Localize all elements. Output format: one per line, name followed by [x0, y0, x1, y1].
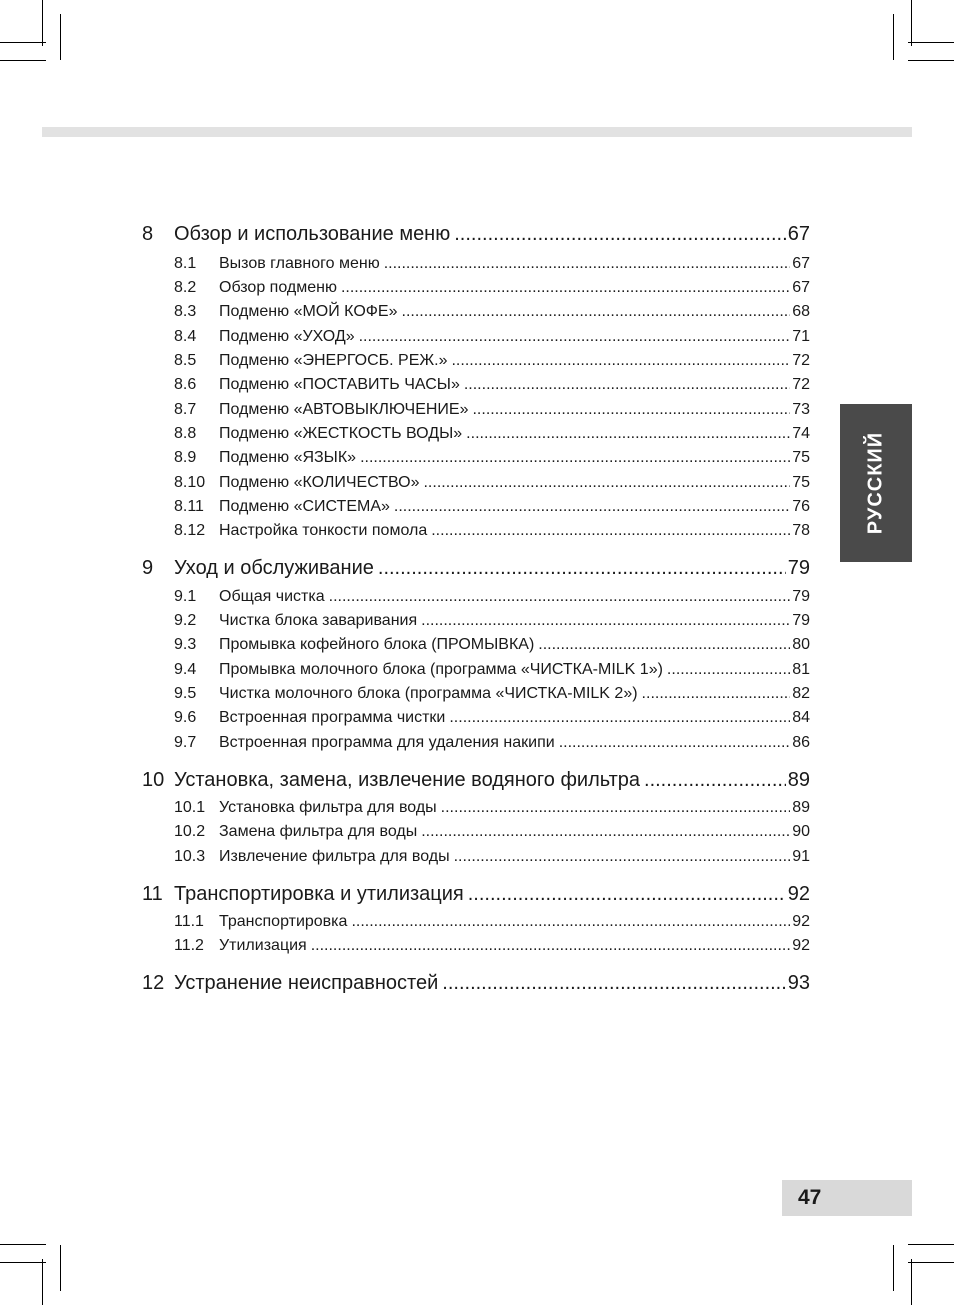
toc-subsection[interactable]: [142, 522, 810, 540]
toc-page-number: 72: [792, 352, 810, 369]
toc-subsection[interactable]: [142, 685, 810, 703]
toc-number: 9.4: [174, 661, 197, 678]
toc-page-number: 92: [792, 937, 810, 954]
toc-leader-dots: [384, 255, 791, 273]
page-number-box: [782, 1180, 912, 1216]
toc-page-number: 79: [787, 557, 810, 579]
toc-section[interactable]: [142, 883, 810, 906]
toc-subsection[interactable]: [142, 328, 810, 346]
toc-title: Подменю «ЯЗЫК»: [219, 449, 357, 466]
crop-mark: [908, 60, 954, 61]
toc-subsection[interactable]: [142, 913, 810, 931]
toc-page-number: 72: [792, 376, 810, 393]
toc-page-number: 82: [792, 685, 810, 702]
toc-leader-dots: [667, 661, 790, 679]
toc-title: Извлечение фильтра для воды: [219, 848, 450, 865]
toc-number: 8.9: [174, 449, 197, 466]
toc-title: Обзор и использование меню: [174, 223, 451, 245]
toc-leader-dots: [451, 352, 790, 370]
crop-mark: [911, 0, 912, 46]
toc-subsection[interactable]: [142, 352, 810, 370]
toc-leader-dots: [421, 612, 790, 630]
toc-title: Подменю «МОЙ КОФЕ»: [219, 303, 398, 320]
toc-number: 8.7: [174, 401, 197, 418]
toc-number: 8.8: [174, 425, 197, 442]
toc-number: 9.5: [174, 685, 197, 702]
toc-leader-dots: [402, 303, 791, 321]
toc-page-number: 67: [787, 223, 810, 245]
toc-subsection[interactable]: [142, 449, 810, 467]
toc-number: 10.1: [174, 799, 206, 816]
toc-title: Встроенная программа чистки: [219, 709, 446, 726]
crop-mark: [60, 14, 61, 60]
crop-mark: [0, 1262, 46, 1263]
toc-title: Подменю «УХОД»: [219, 328, 355, 345]
toc-section[interactable]: [142, 557, 810, 580]
toc-title: Настройка тонкости помола: [219, 522, 428, 539]
toc-title: Подменю «КОЛИЧЕСТВО»: [219, 474, 420, 491]
toc-leader-dots: [472, 401, 790, 419]
toc-section[interactable]: [142, 769, 810, 792]
toc-page-number: 68: [792, 303, 810, 320]
toc-subsection[interactable]: [142, 279, 810, 297]
toc-subsection[interactable]: [142, 823, 810, 841]
toc-subsection[interactable]: [142, 799, 810, 817]
language-tab-label: РУССКИЙ: [864, 431, 887, 535]
toc-leader-dots: [421, 823, 790, 841]
header-rule: [42, 127, 912, 137]
toc-page-number: 73: [792, 401, 810, 418]
toc-leader-dots: [454, 848, 791, 866]
toc-title: Транспортировка и утилизация: [174, 883, 464, 905]
toc-subsection[interactable]: [142, 734, 810, 752]
toc-leader-dots: [454, 223, 786, 246]
toc-leader-dots: [351, 913, 790, 931]
toc-leader-dots: [644, 769, 786, 792]
crop-mark: [893, 14, 894, 60]
toc-leader-dots: [442, 972, 785, 995]
toc-section[interactable]: [142, 223, 810, 246]
toc-title: Чистка блока заваривания: [219, 612, 418, 629]
toc-number: 8.4: [174, 328, 197, 345]
toc-number: 10.2: [174, 823, 206, 840]
crop-mark: [908, 42, 954, 43]
toc-leader-dots: [394, 498, 790, 516]
toc-title: Транспортировка: [219, 913, 348, 930]
toc-number: 9: [142, 557, 154, 579]
toc-page-number: 81: [792, 661, 810, 678]
toc-title: Обзор подменю: [219, 279, 337, 296]
toc-title: Подменю «СИСТЕМА»: [219, 498, 390, 515]
toc-page-number: 75: [792, 449, 810, 466]
toc-subsection[interactable]: [142, 661, 810, 679]
toc-number: 11.1: [174, 913, 204, 930]
toc-number: 9.6: [174, 709, 197, 726]
crop-mark: [0, 42, 46, 43]
toc-page-number: 86: [792, 734, 810, 751]
toc-number: 8.6: [174, 376, 197, 393]
toc-title: Встроенная программа для удаления накипи: [219, 734, 555, 751]
crop-mark: [893, 1245, 894, 1291]
crop-mark: [908, 1262, 954, 1263]
toc-title: Подменю «АВТОВЫКЛЮЧЕНИЕ»: [219, 401, 469, 418]
toc-leader-dots: [329, 588, 791, 606]
toc-number: 8: [142, 223, 154, 245]
crop-mark: [0, 60, 46, 61]
toc-number: 8.11: [174, 498, 204, 515]
toc-title: Подменю «ПОСТАВИТЬ ЧАСЫ»: [219, 376, 460, 393]
toc-subsection[interactable]: [142, 848, 810, 866]
toc-page-number: 93: [787, 972, 810, 994]
toc-title: Чистка молочного блока (программа «ЧИСТКА-MILK 2»): [219, 685, 638, 702]
toc-title: Установка фильтра для воды: [219, 799, 437, 816]
toc-page-number: 67: [792, 279, 810, 296]
toc-leader-dots: [423, 474, 790, 492]
toc-page-number: 74: [792, 425, 810, 442]
page-number: 47: [798, 1186, 822, 1209]
toc-title: Вызов главного меню: [219, 255, 380, 272]
toc-page-number: 79: [792, 588, 810, 605]
toc-section[interactable]: [142, 972, 810, 995]
toc-number: 11.2: [174, 937, 204, 954]
toc-page-number: 92: [792, 913, 810, 930]
toc-number: 8.3: [174, 303, 197, 320]
toc-subsection[interactable]: [142, 709, 810, 727]
toc-number: 9.7: [174, 734, 197, 751]
toc-page-number: 79: [792, 612, 810, 629]
toc-subsection[interactable]: [142, 937, 810, 955]
toc-leader-dots: [431, 522, 790, 540]
toc-number: 12: [142, 972, 165, 994]
toc-page-number: 90: [792, 823, 810, 840]
toc-leader-dots: [341, 279, 790, 297]
toc-leader-dots: [559, 734, 791, 752]
toc-subsection[interactable]: [142, 498, 810, 516]
toc-title: Подменю «ЭНЕРГОСБ. РЕЖ.»: [219, 352, 448, 369]
toc-page-number: 89: [792, 799, 810, 816]
crop-mark: [42, 1259, 43, 1305]
toc-number: 8.12: [174, 522, 206, 539]
toc-title: Подменю «ЖЕСТКОСТЬ ВОДЫ»: [219, 425, 463, 442]
toc-leader-dots: [311, 937, 791, 955]
toc-title: Утилизация: [219, 937, 307, 954]
toc-number: 11: [142, 883, 163, 905]
toc-leader-dots: [464, 376, 790, 394]
toc-title: Промывка кофейного блока (ПРОМЫВКА): [219, 636, 535, 653]
toc-subsection[interactable]: [142, 255, 810, 273]
toc-title: Установка, замена, извлечение водяного фильтра: [174, 769, 641, 791]
crop-mark: [60, 1245, 61, 1291]
toc-leader-dots: [441, 799, 791, 817]
crop-mark: [911, 1259, 912, 1305]
toc-title: Промывка молочного блока (программа «ЧИСТКА-MILK 1»): [219, 661, 663, 678]
toc-leader-dots: [642, 685, 791, 703]
toc-number: 9.1: [174, 588, 197, 605]
toc-title: Общая чистка: [219, 588, 325, 605]
language-tab: [840, 404, 912, 562]
toc-number: 10: [142, 769, 165, 791]
toc-number: 9.2: [174, 612, 197, 629]
toc-number: 8.5: [174, 352, 197, 369]
toc-title: Уход и обслуживание: [174, 557, 374, 579]
toc-number: 9.3: [174, 636, 197, 653]
toc-leader-dots: [449, 709, 790, 727]
toc-page-number: 80: [792, 636, 810, 653]
toc-page-number: 76: [792, 498, 810, 515]
toc-subsection[interactable]: [142, 588, 810, 606]
toc-subsection[interactable]: [142, 303, 810, 321]
toc-page-number: 91: [792, 848, 810, 865]
toc-page-number: 89: [787, 769, 810, 791]
toc-leader-dots: [466, 425, 790, 443]
toc-subsection[interactable]: [142, 612, 810, 630]
toc-number: 8.1: [174, 255, 197, 272]
toc-page-number: 92: [787, 883, 810, 905]
toc-title: Замена фильтра для воды: [219, 823, 418, 840]
crop-mark: [42, 0, 43, 46]
toc-leader-dots: [538, 636, 790, 654]
toc-subsection[interactable]: [142, 401, 810, 419]
crop-mark: [908, 1244, 954, 1245]
toc-page-number: 75: [792, 474, 810, 491]
toc-page-number: 67: [792, 255, 810, 272]
toc-number: 8.2: [174, 279, 197, 296]
toc-title: Устранение неисправностей: [174, 972, 439, 994]
crop-mark: [0, 1244, 46, 1245]
toc-subsection[interactable]: [142, 425, 810, 443]
toc-page-number: 78: [792, 522, 810, 539]
toc-subsection[interactable]: [142, 376, 810, 394]
toc-subsection[interactable]: [142, 636, 810, 654]
toc-leader-dots: [468, 883, 786, 906]
toc-number: 8.10: [174, 474, 206, 491]
toc-page-number: 84: [792, 709, 810, 726]
toc-leader-dots: [359, 328, 791, 346]
toc-number: 10.3: [174, 848, 206, 865]
toc-leader-dots: [378, 557, 786, 580]
toc-page-number: 71: [792, 328, 810, 345]
toc-leader-dots: [360, 449, 790, 467]
toc-subsection[interactable]: [142, 474, 810, 492]
